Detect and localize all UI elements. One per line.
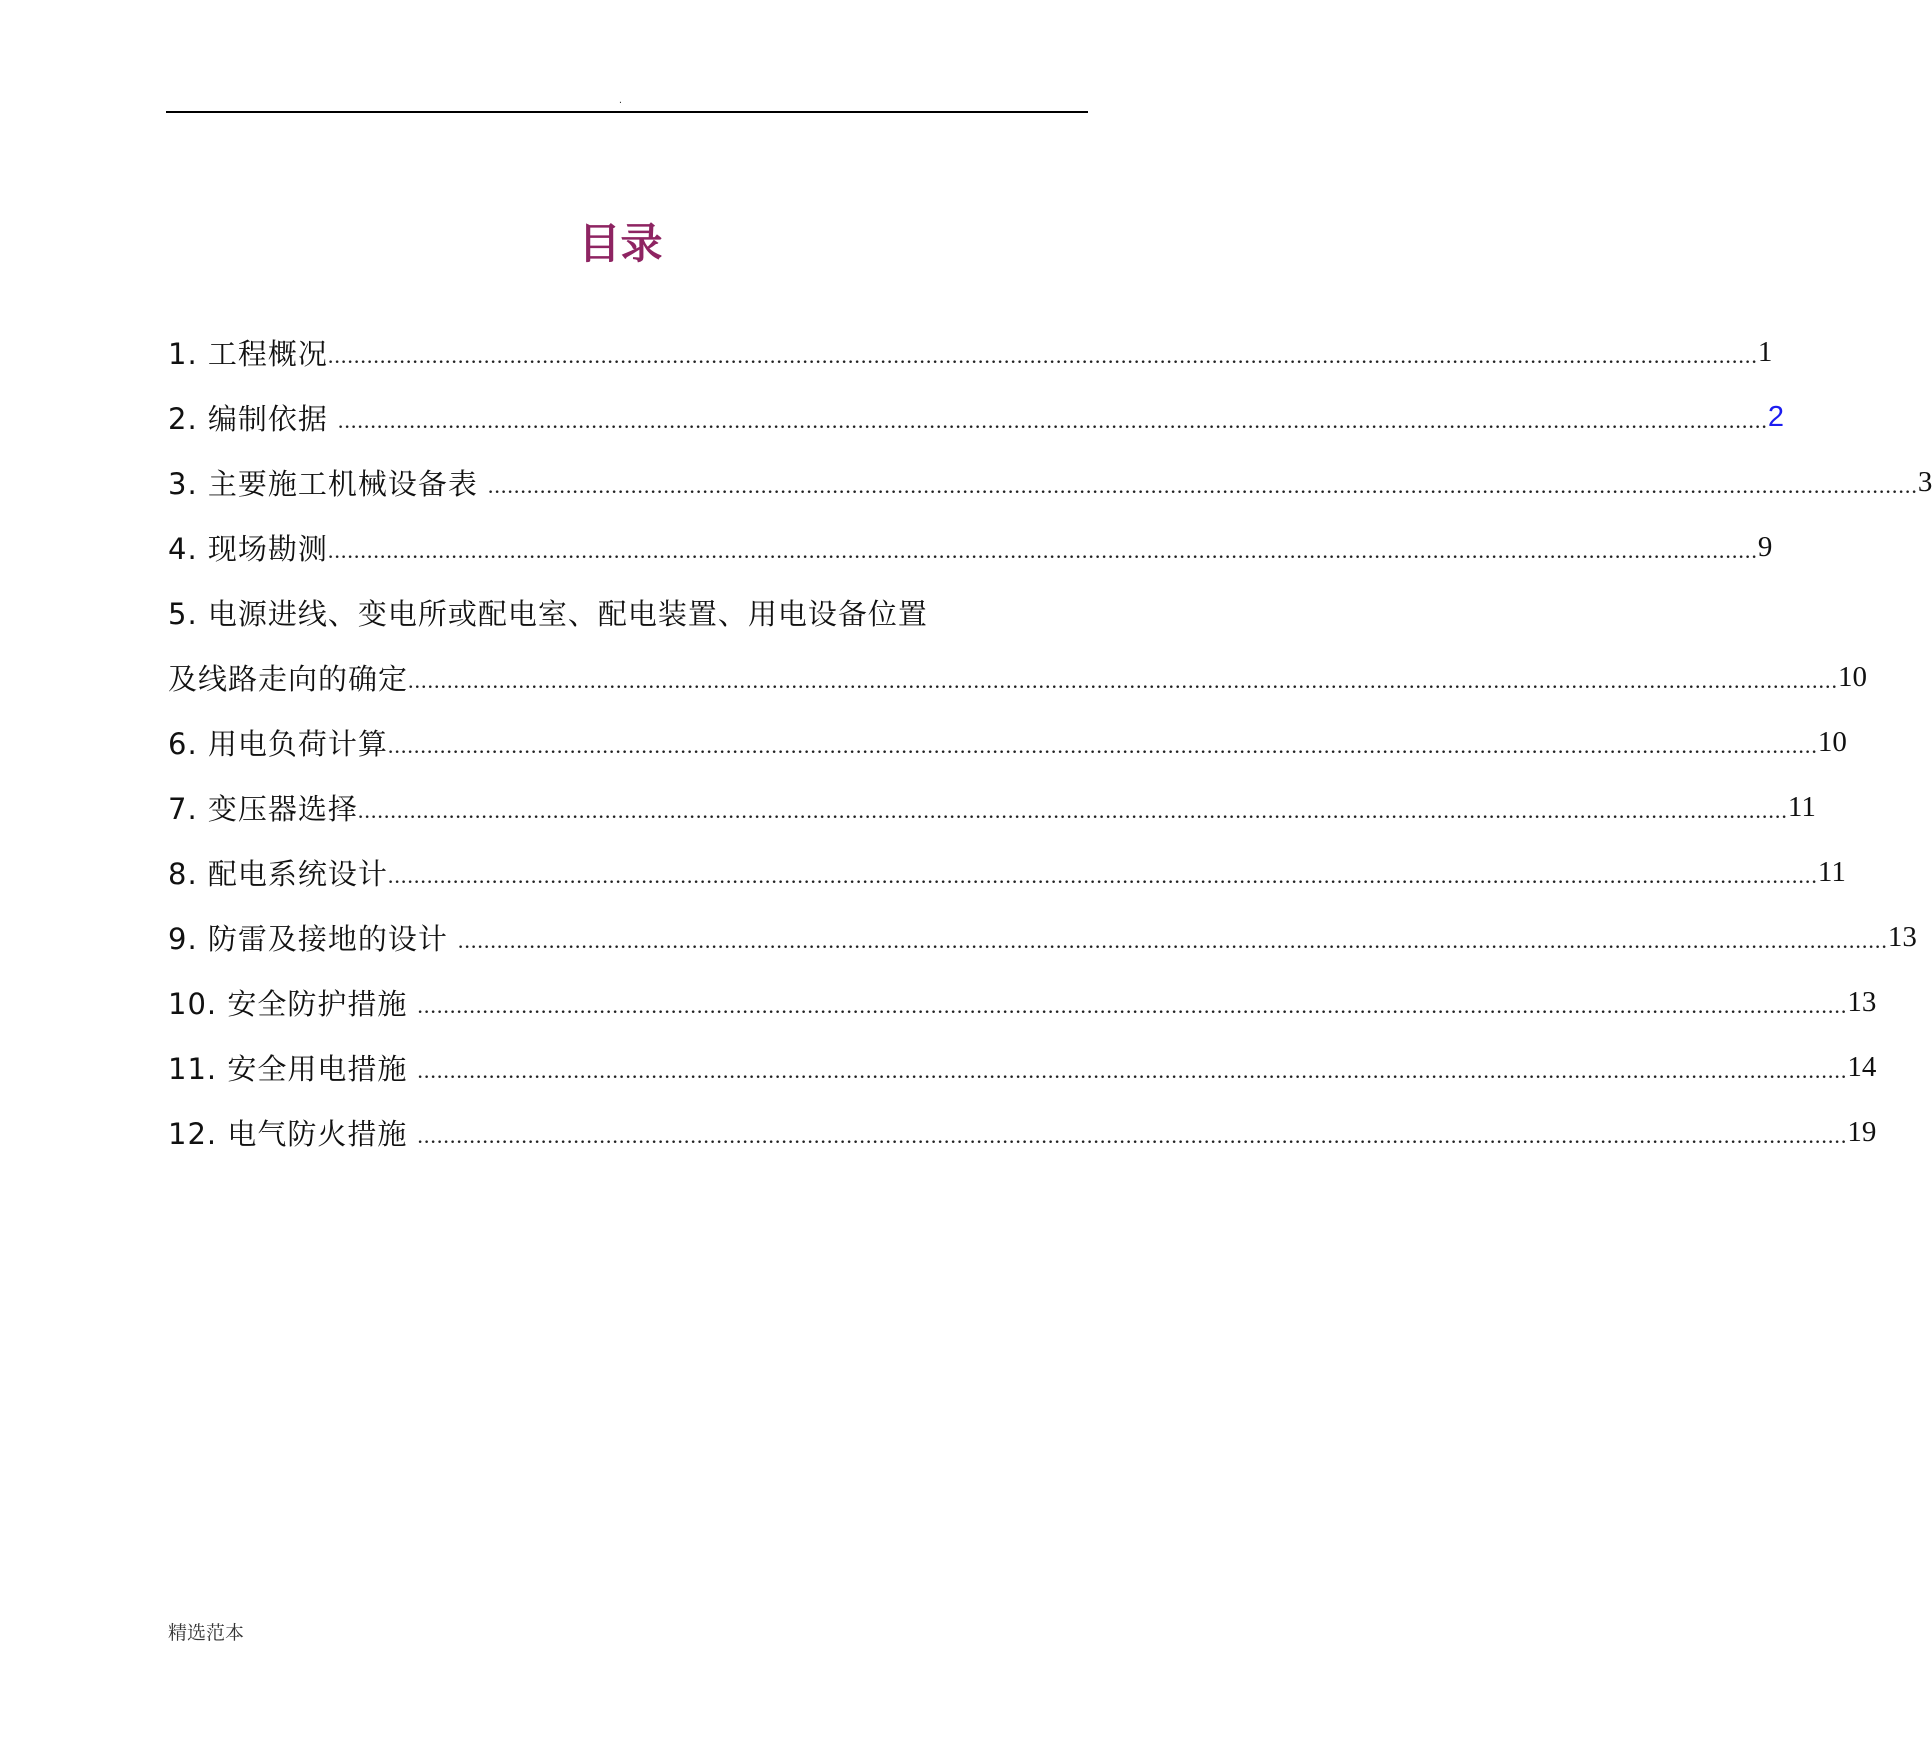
toc-entry-title: 4. 现场勘测 <box>168 532 328 566</box>
toc-leader: ............................................................................................................................................................................................................................ <box>417 1122 1848 1148</box>
toc-entry-page: 10 <box>1838 661 1868 693</box>
toc-entry-title: 8. 配电系统设计 <box>168 857 388 891</box>
toc-entry-page: 11 <box>1787 791 1816 823</box>
toc-entry-title: 及线路走向的确定 <box>168 662 409 696</box>
toc-entry-title: 6. 用电负荷计算 <box>168 727 388 761</box>
toc-entry-title: 11. 安全用电措施 <box>168 1052 408 1086</box>
toc-leader: ............................................................................................................................................................................................................................ <box>327 537 1758 563</box>
toc-entry-title: 2. 编制依据 <box>168 402 328 436</box>
toc-entry-title: 9. 防雷及接地的设计 <box>168 922 448 956</box>
toc-entry-title: 5. 电源进线、变电所或配电室、配电装置、用电设备位置 <box>168 597 928 631</box>
toc-list <box>168 320 1932 1165</box>
toc-leader: ............................................................................................................................................................................................................................ <box>417 992 1848 1018</box>
toc-leader: ............................................................................................................................................................................................................................ <box>387 862 1818 888</box>
toc-entry-title: 10. 安全防护措施 <box>168 987 408 1021</box>
toc-entry-page: 14 <box>1847 1051 1877 1083</box>
header-mark: . <box>618 95 623 106</box>
toc-entry-page: 11 <box>1817 856 1846 888</box>
toc-entry-page: 19 <box>1847 1116 1877 1148</box>
toc-leader: ............................................................................................................................................................................................................................ <box>417 1057 1848 1083</box>
header-rule <box>166 111 1088 113</box>
toc-entry[interactable] <box>168 1100 1877 1165</box>
toc-leader: ............................................................................................................................................................................................................................ <box>408 667 1839 693</box>
toc-leader: ............................................................................................................................................................................................................................ <box>327 342 1758 368</box>
toc-leader: ............................................................................................................................................................................................................................ <box>457 927 1888 953</box>
toc-entry-title: 7. 变压器选择 <box>168 792 358 826</box>
toc-entry[interactable] <box>168 450 1932 515</box>
toc-leader: ............................................................................................................................................................................................................................ <box>487 472 1918 498</box>
toc-entry-page: 10 <box>1817 726 1847 758</box>
toc-entry[interactable] <box>168 840 1846 905</box>
toc-entry[interactable] <box>168 970 1877 1035</box>
toc-entry-page-link[interactable]: 2 <box>1767 401 1785 433</box>
toc-entry[interactable] <box>168 710 1847 775</box>
toc-entry-line2[interactable] <box>168 645 1868 710</box>
toc-leader: ............................................................................................................................................................................................................................ <box>337 407 1768 433</box>
toc-entry-title: 1. 工程概况 <box>168 337 328 371</box>
toc-entry[interactable] <box>168 385 1785 450</box>
toc-leader: ............................................................................................................................................................................................................................ <box>387 732 1818 758</box>
toc-leader: ............................................................................................................................................................................................................................ <box>357 797 1788 823</box>
toc-entry[interactable] <box>168 775 1816 840</box>
toc-entry-page: 13 <box>1887 921 1917 953</box>
toc-entry[interactable] <box>168 905 1917 970</box>
toc-entry-title: 12. 电气防火措施 <box>168 1117 408 1151</box>
toc-entry[interactable] <box>168 515 1773 580</box>
toc-title: 目录 <box>578 219 663 268</box>
toc-entry-title: 3. 主要施工机械设备表 <box>168 467 478 501</box>
toc-entry-page: 13 <box>1847 986 1877 1018</box>
toc-entry-line1[interactable] <box>168 580 1030 645</box>
toc-entry[interactable] <box>168 320 1773 385</box>
toc-entry[interactable] <box>168 1035 1877 1100</box>
footer-text: 精选范本 <box>168 1622 245 1644</box>
toc-entry-page: 1 <box>1757 336 1773 368</box>
toc-entry-page: 3 <box>1917 466 1932 498</box>
toc-entry-page: 9 <box>1757 531 1773 563</box>
